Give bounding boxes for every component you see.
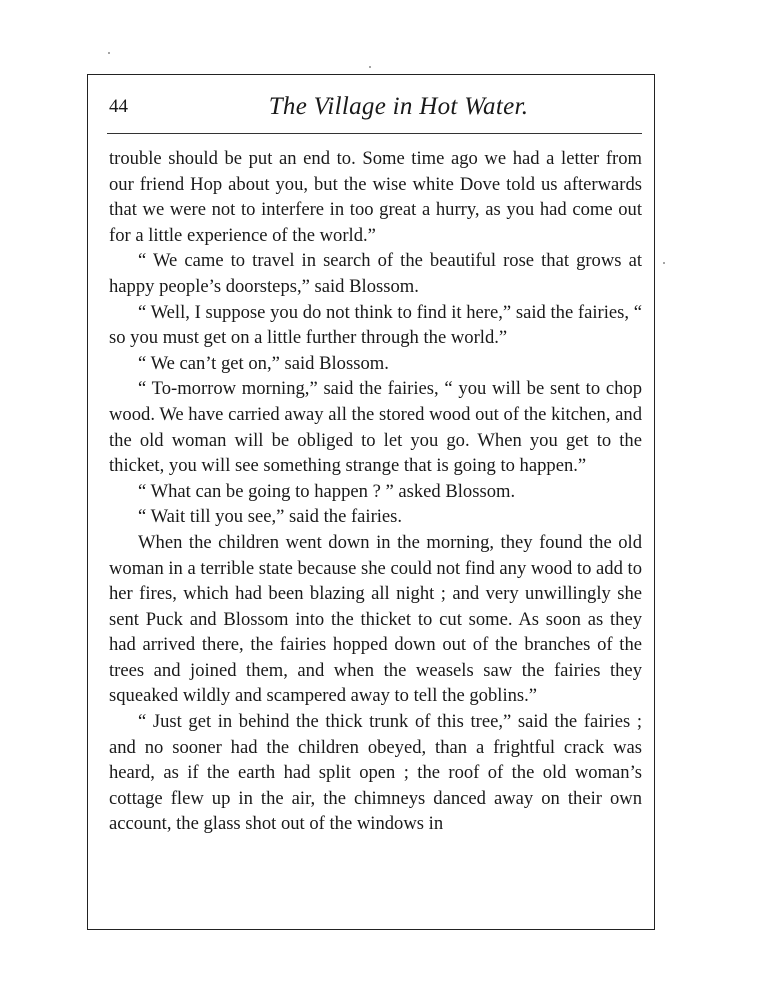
paragraph-1: trouble should be put an end to. Some time ago we had a letter from our friend Hop about you, but the wise white Dove told us afterwards that we were not to interfere in too great a hurry, as you had come out for a little experience of the world.” xyxy=(109,148,642,246)
page-number: 44 xyxy=(109,96,128,117)
paragraph-5: “ To-morrow morning,” said the fairies, “ you will be sent to chop wood. We have carried away all the stored wood out of the kitchen, and the old woman will be obliged to let you go. When you get to the thicket, you will see something strange that is going to happen.” xyxy=(109,378,642,477)
paragraph-2: “ We came to travel in search of the beautiful rose that grows at happy people’s doorsteps,” said Blossom. xyxy=(109,250,642,297)
paragraph-8: When the children went down in the morning, they found the old woman in a terrible state because she could not find any wood to add to her fires, which had been blazing all night ; and very unwillingly she sent Puck and Blossom into the thicket to cut some. As soon as they had arrived there, the fairies hopped down out of the branches of the trees and joined them, and when the weasels saw the fairies they squeaked wildly and scampered away to tell the goblins.” xyxy=(109,531,642,707)
paragraph-3: “ Well, I suppose you do not think to find it here,” said the fairies, “ so you must get on a little further through the world.” xyxy=(109,301,642,349)
print-speck xyxy=(108,52,110,54)
running-title: The Village in Hot Water. xyxy=(268,93,529,120)
running-header xyxy=(107,92,642,128)
header-rule xyxy=(107,133,642,134)
print-speck xyxy=(663,262,665,264)
paragraph-6: “ What can be going to happen ? ” asked Blossom. xyxy=(138,480,516,502)
paragraph-4: “ We can’t get on,” said Blossom. xyxy=(138,352,389,374)
print-speck xyxy=(369,66,371,68)
paragraph-7: “ Wait till you see,” said the fairies. xyxy=(138,506,403,528)
paragraph-9: “ Just get in behind the thick trunk of this tree,” said the fairies ; and no sooner had the children obeyed, than a frightful crack was heard, as if the earth had split open ; the roof of the old woman’s cottage flew up in the air, the chimneys danced away on their own account, the glass shot out of the windows in xyxy=(109,711,642,835)
body-text xyxy=(109,146,642,837)
